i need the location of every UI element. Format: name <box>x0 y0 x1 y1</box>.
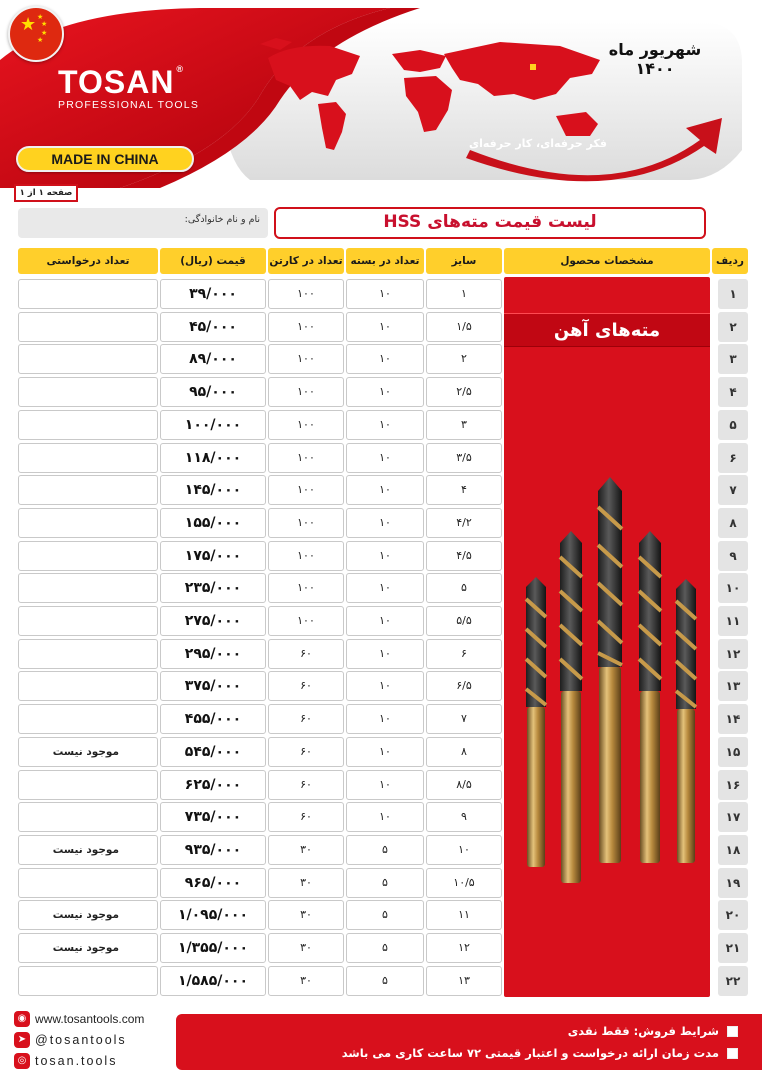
price-cell: ۱۵۵/۰۰۰ <box>160 508 266 538</box>
carton-cell: ۳۰ <box>268 900 344 930</box>
size-cell: ۱۲ <box>426 933 502 963</box>
size-cell: ۴ <box>426 475 502 505</box>
pack-cell: ۵ <box>346 835 424 865</box>
page-header <box>0 0 762 200</box>
header-pack: تعداد در بسته <box>346 248 424 274</box>
size-cell: ۱/۵ <box>426 312 502 342</box>
header-request: تعداد درخواستی <box>18 248 158 274</box>
request-cell[interactable] <box>18 344 158 374</box>
row-number: ۲۰ <box>718 900 748 930</box>
size-cell: ۶ <box>426 639 502 669</box>
sale-terms <box>176 1014 762 1070</box>
request-cell[interactable] <box>18 770 158 800</box>
request-cell[interactable] <box>18 573 158 603</box>
brand-subtitle: PROFESSIONAL TOOLS <box>58 99 200 111</box>
size-cell: ۵ <box>426 573 502 603</box>
carton-cell: ۳۰ <box>268 966 344 996</box>
carton-cell: ۱۰۰ <box>268 573 344 603</box>
pack-cell: ۱۰ <box>346 770 424 800</box>
pack-cell: ۱۰ <box>346 312 424 342</box>
request-cell[interactable]: موجود نیست <box>18 933 158 963</box>
drill-bit <box>526 577 546 867</box>
drill-bit <box>639 531 661 863</box>
telegram-icon: ➤ <box>14 1032 30 1048</box>
pack-cell: ۱۰ <box>346 410 424 440</box>
pack-cell: ۱۰ <box>346 704 424 734</box>
size-cell: ۱ <box>426 279 502 309</box>
size-cell: ۷ <box>426 704 502 734</box>
request-cell[interactable] <box>18 868 158 898</box>
row-number: ۱۱ <box>718 606 748 636</box>
request-cell[interactable] <box>18 410 158 440</box>
size-cell: ۶/۵ <box>426 671 502 701</box>
request-cell[interactable] <box>18 475 158 505</box>
carton-cell: ۶۰ <box>268 770 344 800</box>
row-number: ۳ <box>718 344 748 374</box>
request-cell[interactable] <box>18 508 158 538</box>
size-cell: ۲ <box>426 344 502 374</box>
pack-cell: ۱۰ <box>346 344 424 374</box>
pack-cell: ۱۰ <box>346 279 424 309</box>
pack-cell: ۵ <box>346 868 424 898</box>
slogan: فکر حرفه‌ای، کار حرفه‌ای <box>469 137 607 150</box>
brand-name: TOSAN <box>58 64 175 100</box>
price-cell: ۴۵/۰۰۰ <box>160 312 266 342</box>
size-cell: ۳ <box>426 410 502 440</box>
size-cell: ۸ <box>426 737 502 767</box>
registered-mark: ® <box>176 64 185 74</box>
price-cell: ۳۹/۰۰۰ <box>160 279 266 309</box>
carton-cell: ۱۰۰ <box>268 541 344 571</box>
brand-logo <box>58 64 238 111</box>
size-cell: ۱۰/۵ <box>426 868 502 898</box>
price-cell: ۳۷۵/۰۰۰ <box>160 671 266 701</box>
request-cell[interactable] <box>18 443 158 473</box>
row-number: ۹ <box>718 541 748 571</box>
row-number: ۱۸ <box>718 835 748 865</box>
request-cell[interactable] <box>18 802 158 832</box>
row-number: ۱۹ <box>718 868 748 898</box>
price-cell: ۹۳۵/۰۰۰ <box>160 835 266 865</box>
row-number: ۱۲ <box>718 639 748 669</box>
request-cell[interactable] <box>18 966 158 996</box>
size-cell: ۵/۵ <box>426 606 502 636</box>
header-carton: تعداد در کارتن <box>268 248 344 274</box>
term-item <box>176 1042 738 1064</box>
row-number: ۶ <box>718 443 748 473</box>
price-cell: ۲۹۵/۰۰۰ <box>160 639 266 669</box>
product-panel <box>504 277 710 997</box>
carton-cell: ۱۰۰ <box>268 312 344 342</box>
carton-cell: ۶۰ <box>268 639 344 669</box>
price-cell: ۱/۵۸۵/۰۰۰ <box>160 966 266 996</box>
request-cell[interactable]: موجود نیست <box>18 737 158 767</box>
carton-cell: ۱۰۰ <box>268 377 344 407</box>
carton-cell: ۱۰۰ <box>268 508 344 538</box>
checkbox-icon <box>727 1048 738 1059</box>
instagram-row[interactable] <box>14 1050 184 1071</box>
carton-cell: ۶۰ <box>268 704 344 734</box>
row-number: ۱۷ <box>718 802 748 832</box>
price-cell: ۸۹/۰۰۰ <box>160 344 266 374</box>
request-cell[interactable]: موجود نیست <box>18 835 158 865</box>
price-cell: ۱۱۸/۰۰۰ <box>160 443 266 473</box>
pack-cell: ۱۰ <box>346 639 424 669</box>
price-cell: ۵۴۵/۰۰۰ <box>160 737 266 767</box>
request-cell[interactable]: موجود نیست <box>18 900 158 930</box>
size-cell: ۹ <box>426 802 502 832</box>
header-spec: مشخصات محصول <box>504 248 710 274</box>
carton-cell: ۱۰۰ <box>268 443 344 473</box>
globe-icon: ◉ <box>14 1011 30 1027</box>
size-cell: ۱۳ <box>426 966 502 996</box>
size-cell: ۱۰ <box>426 835 502 865</box>
request-cell[interactable] <box>18 704 158 734</box>
size-cell: ۲/۵ <box>426 377 502 407</box>
price-cell: ۹۵/۰۰۰ <box>160 377 266 407</box>
row-number: ۱۳ <box>718 671 748 701</box>
price-cell: ۱۷۵/۰۰۰ <box>160 541 266 571</box>
term-item <box>176 1020 738 1042</box>
request-cell[interactable] <box>18 279 158 309</box>
telegram-handle[interactable]: @tosantools <box>35 1032 127 1047</box>
customer-name-field[interactable]: نام و نام خانوادگی: <box>18 208 268 238</box>
row-number: ۷ <box>718 475 748 505</box>
row-number: ۲ <box>718 312 748 342</box>
website-row[interactable] <box>14 1008 184 1029</box>
drill-bit <box>676 579 696 863</box>
price-cell: ۱۰۰/۰۰۰ <box>160 410 266 440</box>
carton-cell: ۶۰ <box>268 802 344 832</box>
carton-cell: ۱۰۰ <box>268 475 344 505</box>
contact-list <box>14 1008 184 1071</box>
price-cell: ۷۳۵/۰۰۰ <box>160 802 266 832</box>
row-number: ۵ <box>718 410 748 440</box>
request-cell[interactable] <box>18 639 158 669</box>
carton-cell: ۱۰۰ <box>268 410 344 440</box>
pack-cell: ۱۰ <box>346 737 424 767</box>
price-cell: ۶۲۵/۰۰۰ <box>160 770 266 800</box>
pack-cell: ۵ <box>346 966 424 996</box>
checkbox-icon <box>727 1026 738 1037</box>
row-number: ۱ <box>718 279 748 309</box>
page-number-badge: صفحه ۱ از ۱ <box>14 184 78 202</box>
pack-cell: ۵ <box>346 933 424 963</box>
price-cell: ۹۶۵/۰۰۰ <box>160 868 266 898</box>
request-cell[interactable] <box>18 671 158 701</box>
price-cell: ۱/۳۵۵/۰۰۰ <box>160 933 266 963</box>
term-text: شرایط فروش: فقط نقدی <box>567 1024 719 1038</box>
row-number: ۱۰ <box>718 573 748 603</box>
size-cell: ۴/۲ <box>426 508 502 538</box>
drill-bit <box>598 477 622 863</box>
carton-cell: ۶۰ <box>268 737 344 767</box>
price-cell: ۴۵۵/۰۰۰ <box>160 704 266 734</box>
carton-cell: ۳۰ <box>268 868 344 898</box>
pack-cell: ۱۰ <box>346 671 424 701</box>
size-cell: ۱۱ <box>426 900 502 930</box>
header-radif: ردیف <box>712 248 748 274</box>
made-in-badge: MADE IN CHINA <box>16 146 194 172</box>
pack-cell: ۵ <box>346 900 424 930</box>
price-cell: ۱/۰۹۵/۰۰۰ <box>160 900 266 930</box>
product-label: مته‌های آهن <box>504 313 710 347</box>
row-number: ۱۴ <box>718 704 748 734</box>
year-label: ۱۴۰۰ <box>635 59 675 78</box>
pack-cell: ۱۰ <box>346 443 424 473</box>
website-link[interactable]: www.tosantools.com <box>35 1011 145 1026</box>
pack-cell: ۱۰ <box>346 508 424 538</box>
date-block <box>600 40 710 78</box>
carton-cell: ۱۰۰ <box>268 279 344 309</box>
row-number: ۸ <box>718 508 748 538</box>
request-cell[interactable] <box>18 606 158 636</box>
pack-cell: ۱۰ <box>346 541 424 571</box>
carton-cell: ۱۰۰ <box>268 606 344 636</box>
request-cell[interactable] <box>18 377 158 407</box>
size-cell: ۳/۵ <box>426 443 502 473</box>
size-cell: ۸/۵ <box>426 770 502 800</box>
pack-cell: ۱۰ <box>346 475 424 505</box>
request-cell[interactable] <box>18 541 158 571</box>
instagram-icon: ◎ <box>14 1053 30 1069</box>
instagram-handle[interactable]: tosan.tools <box>35 1053 118 1068</box>
price-cell: ۲۷۵/۰۰۰ <box>160 606 266 636</box>
row-number: ۱۵ <box>718 737 748 767</box>
pack-cell: ۱۰ <box>346 573 424 603</box>
row-number: ۲۲ <box>718 966 748 996</box>
month-label: شهریور ماه <box>608 40 702 59</box>
price-cell: ۲۳۵/۰۰۰ <box>160 573 266 603</box>
telegram-row[interactable] <box>14 1029 184 1050</box>
row-number: ۴ <box>718 377 748 407</box>
china-marker <box>530 64 536 70</box>
request-cell[interactable] <box>18 312 158 342</box>
header-size: سایز <box>426 248 502 274</box>
size-cell: ۴/۵ <box>426 541 502 571</box>
pack-cell: ۱۰ <box>346 802 424 832</box>
term-text: مدت زمان ارائه درخواست و اعتبار قیمتی ۷۲ ساعت کاری می باشد <box>341 1046 719 1060</box>
china-flag-icon: ★ ★ ★ ★ ★ <box>8 6 64 62</box>
carton-cell: ۳۰ <box>268 835 344 865</box>
pack-cell: ۱۰ <box>346 377 424 407</box>
carton-cell: ۱۰۰ <box>268 344 344 374</box>
price-cell: ۱۴۵/۰۰۰ <box>160 475 266 505</box>
row-number: ۲۱ <box>718 933 748 963</box>
drill-bit <box>560 531 582 883</box>
drill-bits-image <box>504 277 710 997</box>
header-price: قیمت (ریال) <box>160 248 266 274</box>
pack-cell: ۱۰ <box>346 606 424 636</box>
carton-cell: ۳۰ <box>268 933 344 963</box>
carton-cell: ۶۰ <box>268 671 344 701</box>
row-number: ۱۶ <box>718 770 748 800</box>
price-list-title: لیست قیمت مته‌های HSS <box>274 207 706 239</box>
